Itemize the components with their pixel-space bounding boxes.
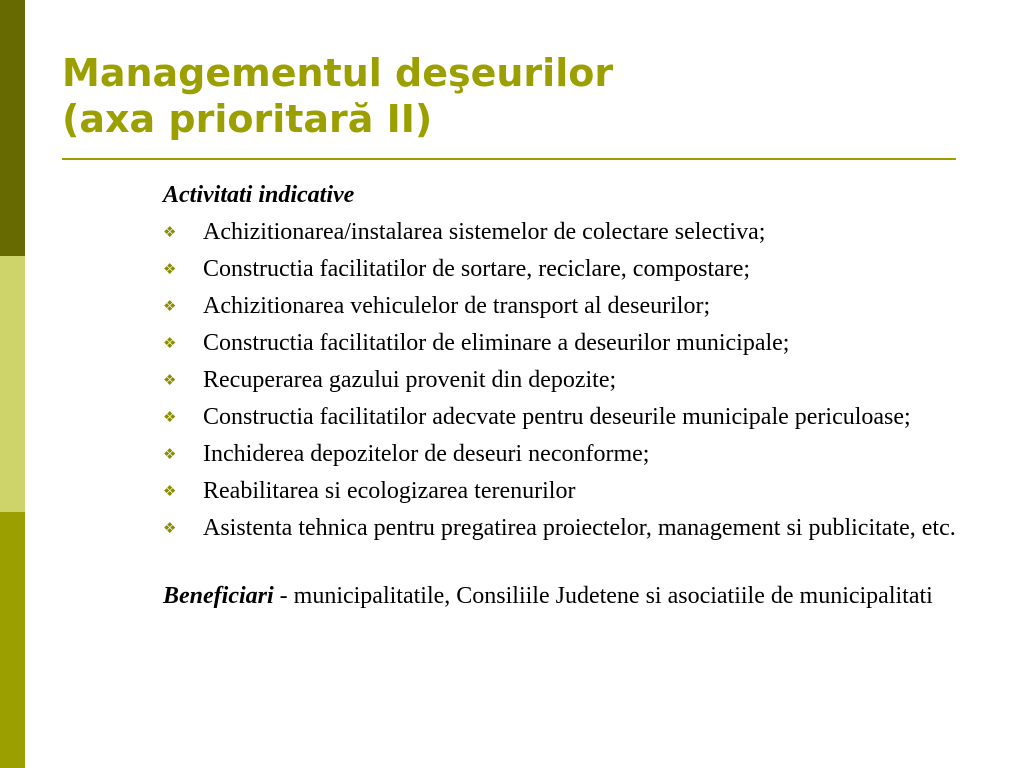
sidebar-segment-dark <box>0 0 25 256</box>
list-item-text: Constructia facilitatilor de sortare, reciclare, compostare; <box>203 256 751 282</box>
sidebar-segment-light <box>0 256 25 512</box>
diamond-bullet-icon: ❖ <box>163 297 177 315</box>
slide-title-line2: (axa prioritară II) <box>62 97 433 141</box>
list-item <box>163 291 963 321</box>
list-item <box>163 328 963 358</box>
list-item <box>163 217 963 247</box>
sidebar-decoration <box>0 0 25 768</box>
beneficiaries-label: Beneficiari <box>163 583 274 609</box>
list-item-text: Recuperarea gazului provenit din depozite; <box>203 367 617 393</box>
list-item <box>163 476 963 506</box>
beneficiaries-text: - municipalitatile, Consiliile Judetene si asociatiile de municipalitati <box>273 583 933 609</box>
diamond-bullet-icon: ❖ <box>163 223 177 241</box>
sidebar-segment-mid <box>0 512 25 768</box>
list-item <box>163 254 963 284</box>
list-item-text: Constructia facilitatilor adecvate pentru deseurile municipale periculoase; <box>203 404 911 430</box>
list-item-text: Achizitionarea/instalarea sistemelor de colectare selectiva; <box>203 219 766 245</box>
slide-title <box>62 50 613 142</box>
slide-body <box>163 180 963 611</box>
section-heading: Activitati indicative <box>163 182 355 208</box>
beneficiaries-paragraph <box>163 581 963 611</box>
diamond-bullet-icon: ❖ <box>163 334 177 352</box>
list-item <box>163 439 963 469</box>
title-divider <box>62 158 956 160</box>
list-item <box>163 402 963 432</box>
diamond-bullet-icon: ❖ <box>163 519 177 537</box>
slide-title-line1: Managementul deşeurilor <box>62 51 614 95</box>
activity-list <box>163 217 963 543</box>
list-item-text: Achizitionarea vehiculelor de transport al deseurilor; <box>203 293 711 319</box>
list-item-text: Inchiderea depozitelor de deseuri neconforme; <box>203 441 650 467</box>
diamond-bullet-icon: ❖ <box>163 445 177 463</box>
diamond-bullet-icon: ❖ <box>163 371 177 389</box>
list-item-text: Constructia facilitatilor de eliminare a deseurilor municipale; <box>203 330 790 356</box>
list-item <box>163 513 963 543</box>
diamond-bullet-icon: ❖ <box>163 260 177 278</box>
diamond-bullet-icon: ❖ <box>163 408 177 426</box>
list-item-text: Asistenta tehnica pentru pregatirea proiectelor, management si publicitate, etc. <box>203 515 956 541</box>
list-item <box>163 365 963 395</box>
list-item-text: Reabilitarea si ecologizarea terenurilor <box>203 478 576 504</box>
diamond-bullet-icon: ❖ <box>163 482 177 500</box>
